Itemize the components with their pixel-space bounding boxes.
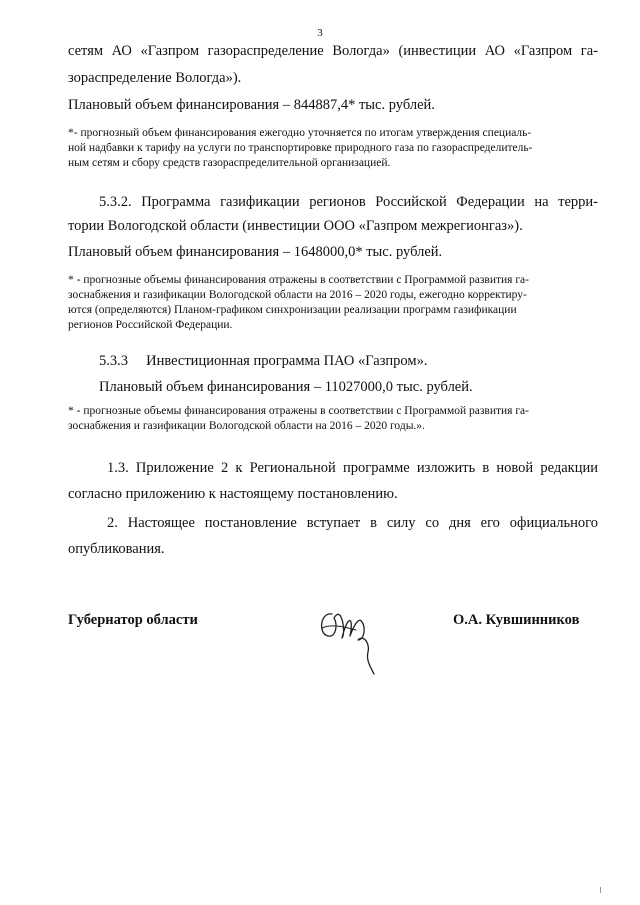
clause-text: 2. Настоящее постановление вступает в силу со дня его официального: [107, 515, 598, 531]
footnote-line: ются (определяются) Планом-графиком синхронизации реализации программ газификации: [68, 304, 517, 316]
text-line: сетям АО «Газпром газораспределение Вологда» (инвестиции АО «Газпром га-: [68, 43, 598, 59]
section-heading: 5.3.2. Программа газификации регионов Российской Федерации на терри-: [99, 194, 598, 210]
section-heading: 5.3.3 Инвестиционная программа ПАО «Газпром».: [99, 353, 428, 369]
signatory-position: Губернатор области: [68, 612, 198, 628]
text-line: зораспределение Вологда»).: [68, 70, 242, 86]
handwritten-signature-icon: [312, 594, 384, 682]
funding-line: Плановый объем финансирования – 11027000,0 тыс. рублей.: [99, 379, 473, 395]
funding-line: Плановый объем финансирования – 844887,4* тыс. рублей.: [68, 97, 435, 113]
clause-text: согласно приложению к настоящему постановлению.: [68, 486, 398, 502]
signatory-name: О.А. Кувшинников: [453, 612, 580, 628]
footnote-line: зоснабжения и газификации Вологодской области на 2016 – 2020 годы.».: [68, 420, 425, 432]
footnote-line: ным сетям и сбору средств газораспределительной организацией.: [68, 157, 391, 169]
footnote-line: регионов Российской Федерации.: [68, 319, 233, 331]
footnote-line: * - прогнозные объемы финансирования отражены в соответствии с Программой развития га-: [68, 274, 529, 286]
clause-text: опубликования.: [68, 541, 165, 557]
footnote-line: ной надбавки к тарифу на услуги по транспортировке природного газа по газораспределитель-: [68, 142, 533, 154]
text-line: тории Вологодской области (инвестиции ООО «Газпром межрегионгаз»).: [68, 218, 523, 234]
funding-line: Плановый объем финансирования – 1648000,0* тыс. рублей.: [68, 244, 443, 260]
clause-text: 1.3. Приложение 2 к Региональной программе изложить в новой редакции: [107, 460, 598, 476]
footnote-line: * - прогнозные объемы финансирования отражены в соответствии с Программой развития га-: [68, 405, 529, 417]
footnote-line: зоснабжения и газификации Вологодской области на 2016 – 2020 годы, ежегодно корректиру-: [68, 289, 527, 301]
page-number: 3: [317, 27, 323, 39]
scan-mark: [600, 887, 601, 893]
footnote-line: *- прогнозный объем финансирования ежегодно уточняется по итогам утверждения специаль-: [68, 127, 532, 139]
